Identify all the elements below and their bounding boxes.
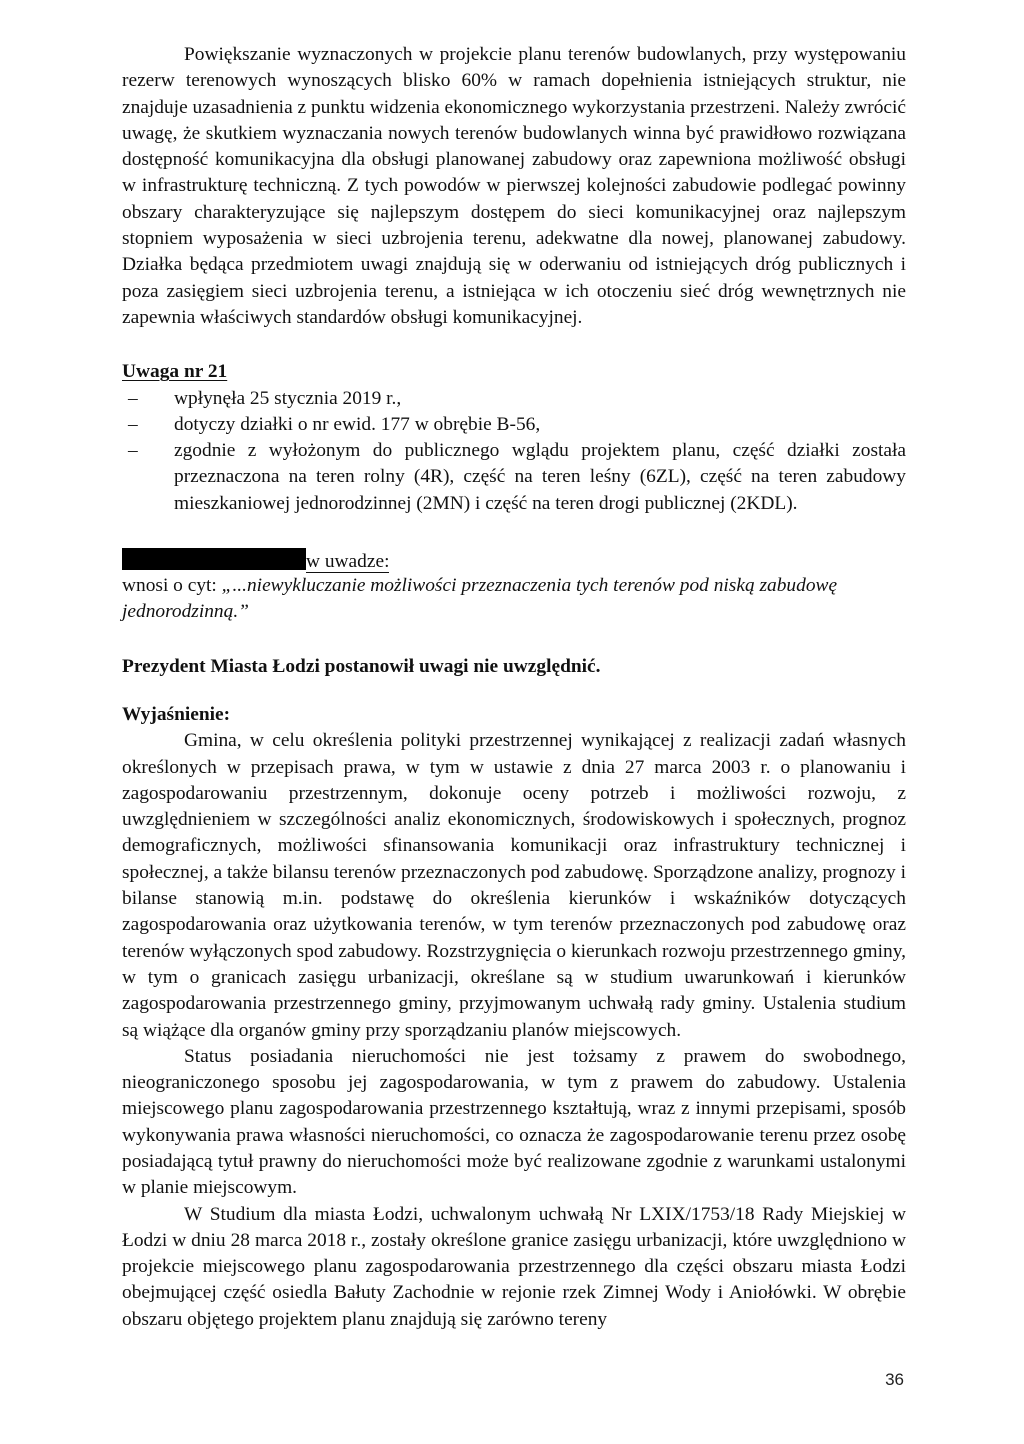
redacted-suffix: w uwadze: bbox=[306, 551, 390, 573]
redacted-author-line bbox=[122, 545, 906, 573]
page-number: 36 bbox=[885, 1370, 904, 1389]
explanation-paragraph: Status posiadania nieruchomości nie jest tożsamy z prawem do swobodnego, nieograniczonego sposobu jej zagospodarowania, w tym z prawem do zabudowy. Ustalenia miejscowego planu zagospodarowania przestrzennego kształtują, wraz z innymi przepisami, sposób wykonywania prawa własności nieruchomości, co oznacza że zagospodarowanie terenu przez osobę posiadającą tytuł prawny do nieruchomości może być realizowane zgodnie z warunkami ustalonymi w planie miejscowym. bbox=[122, 1045, 906, 1199]
explanation-paragraph: W Studium dla miasta Łodzi, uchwalonym uchwałą Nr LXIX/1753/18 Rady Miejskiej w Łodzi w dniu 28 marca 2018 r., zostały określone granice zasięgu urbanizacji, które uwzględniono w projekcie miejscowego planu zagospodarowania przestrzennego dla części obszaru miasta Łodzi obejmującej część osiedla Bałuty Zachodnie w rejonie rzek Zimnej Wody i Aniołówki. W obrębie obszaru objętego projektem planu znajdują się zarówno tereny bbox=[122, 1203, 906, 1330]
explanation-heading: Wyjaśnienie: bbox=[122, 703, 231, 725]
explanation-paragraph: Gmina, w celu określenia polityki przestrzennej wynikającej z realizacji zadań własnych określonych w przepisach prawa, w tym w ustawie z dnia 27 marca 2003 r. o planowaniu i zagospodarowaniu przestrzennym, dokonuje oceny potrzeb i możliwości rozwoju, z uwzględnieniem w szczególności analiz ekonomicznych, środowiskowych i społecznych, prognoz demograficznych, możliwości sfinansowania komunikacji oraz infrastruktury technicznej i społecznej, a także bilansu terenów przeznaczonych pod zabudowę. Sporządzone analizy, prognozy i bilanse stanowią m.in. podstawę do określenia kierunków i wskaźników dotyczących zagospodarowania oraz użytkowania terenów, w tym terenów przeznaczonych pod zabudowę oraz terenów wyłączonych spod zabudowy. Rozstrzygnięcia o kierunkach rozwoju przestrzennego gminy, w tym o granicach zasięgu urbanizacji, określane są w studium uwarunkowań i kierunków zagospodarowania przestrzennego gminy, przyjmowanym uchwałą rady gminy. Ustalenia studium są wiążące dla organów gminy przy sporządzaniu planów miejscowych. bbox=[122, 730, 906, 1041]
intro-paragraph: Powiększanie wyznaczonych w projekcie planu terenów budowlanych, przy występowaniu rezerw terenowych wynoszących blisko 60% w ramach dopełnienia istniejących struktur, nie znajduje uzasadnienia z punktu widzenia ekonomicznego wykorzystania przestrzeni. Należy zwrócić uwagę, że skutkiem wyznaczania nowych terenów budowlanych winna być prawidłowo rozwiązana dostępność komunikacyjna dla obsługi planowanej zabudowy oraz zapewniona możliwość obsługi w infrastrukturę techniczną. Z tych powodów w pierwszej kolejności zabudowie podlegać powinny obszary charakteryzujące się najlepszym dostępem do sieci komunikacyjnej oraz najlepszym stopniem wyposażenia w sieci uzbrojenia terenu, adekwatne dla nowej, planowanej zabudowy. Działka będąca przedmiotem uwagi znajdują się w oderwaniu od istniejących dróg publicznych i poza zasięgiem sieci uzbrojenia terenu, a istniejąca w ich otoczeniu sieć dróg wewnętrznych nie zapewnia właściwych standardów obsługi komunikacyjnej. bbox=[122, 44, 906, 328]
decision-statement: Prezydent Miasta Łodzi postanowił uwagi nie uwzględnić. bbox=[122, 655, 601, 677]
remark-heading: Uwaga nr 21 bbox=[122, 361, 228, 383]
list-item: – wpłynęła 25 stycznia 2019 r., bbox=[122, 386, 906, 412]
request-quote: „...niewykluczanie możliwości przeznaczenia tych terenów pod niską zabudowę jednorodzinną.” bbox=[122, 575, 838, 623]
list-item: – dotyczy działki o nr ewid. 177 w obrębie B-56, bbox=[122, 412, 906, 438]
request-text bbox=[122, 573, 906, 626]
redaction-block bbox=[122, 548, 306, 570]
remark-details-list bbox=[122, 386, 906, 517]
request-prefix: wnosi o cyt: bbox=[122, 575, 222, 597]
page-content bbox=[122, 42, 906, 1333]
list-item: – zgodnie z wyłożonym do publicznego wglądu projektem planu, część działki została przeznaczona na teren rolny (4R), część na teren leśny (6ZL), część na teren zabudowy mieszkaniowej jednorodzinnej (2MN) i część na teren drogi publicznej (2KDL). bbox=[122, 438, 906, 517]
